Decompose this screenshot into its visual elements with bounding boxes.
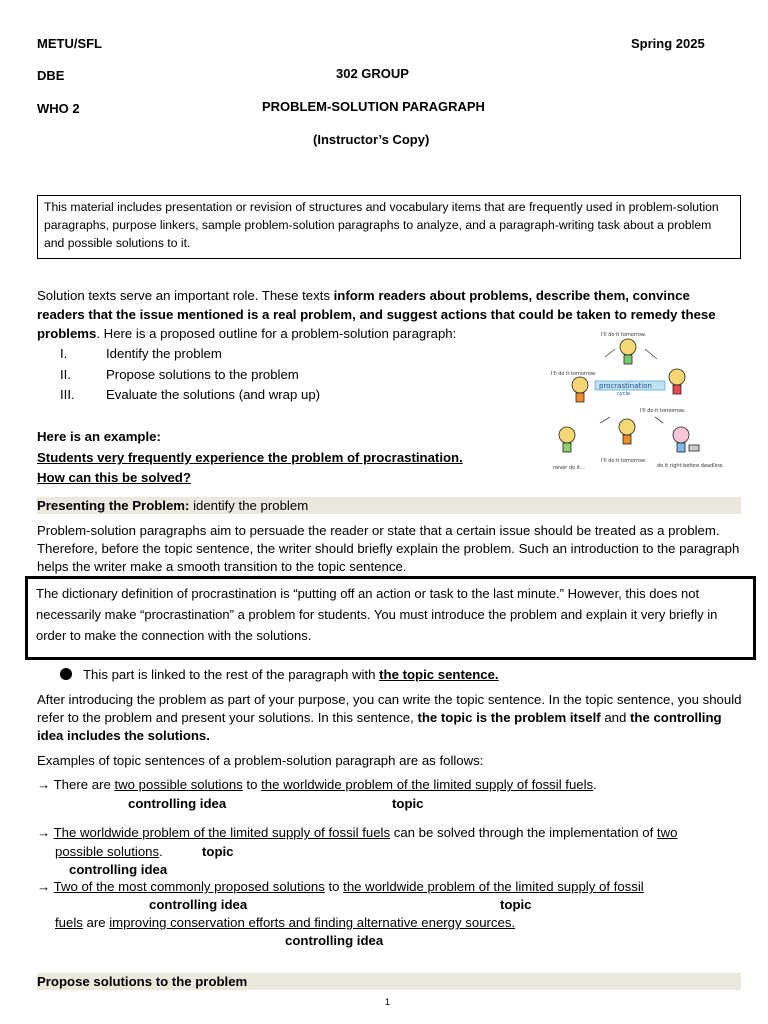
arrow-icon: → bbox=[37, 879, 51, 894]
example-sentence-3 bbox=[37, 879, 743, 894]
ex1-text-a: There are bbox=[53, 777, 115, 792]
group-label: 302 GROUP bbox=[336, 66, 409, 81]
ex3-topic-end: fuels bbox=[55, 915, 83, 930]
ex3-label-controlling-1: controlling idea bbox=[149, 897, 248, 912]
ex1-label-controlling: controlling idea bbox=[128, 796, 227, 811]
illus-left-caption: I'll do it tomorrow. bbox=[551, 371, 597, 377]
procrastination-cycle-image bbox=[545, 327, 724, 475]
propose-heading: Propose solutions to the problem bbox=[37, 973, 741, 990]
ex1-text-c: . bbox=[593, 777, 597, 792]
ex2-text-c: . bbox=[159, 844, 163, 859]
ex3-solutions: improving conservation efforts and finding alternative energy sources. bbox=[109, 915, 516, 930]
arrow-icon: → bbox=[37, 825, 51, 840]
ex2-line-2 bbox=[55, 844, 163, 859]
dept-label: DBE bbox=[37, 68, 65, 83]
topic-text-1: After introducing the problem as part of your purpose, you can write the topic sentence. In the topic sentence, you should refer to the problem and present your solutions. In this sentence, bbox=[37, 692, 742, 725]
ex3-line-2 bbox=[55, 915, 515, 930]
solution-text-bold: inform readers about problems, describe them, convince readers that the issue mentioned is a real problem, and suggest actions that could be taken to remedy these problems bbox=[37, 288, 716, 341]
illus-bottom-left-caption: never do it... bbox=[553, 465, 585, 471]
ex2-label-topic: topic bbox=[202, 844, 234, 859]
presenting-heading bbox=[37, 497, 741, 514]
arrow-icon: → bbox=[37, 777, 51, 792]
topic-text-bold-1: the topic is the problem itself bbox=[417, 710, 601, 725]
ex1-controlling-idea: two possible solutions bbox=[114, 777, 243, 792]
example-line-2: How can this be solved? bbox=[37, 470, 191, 485]
org-label: METU/SFL bbox=[37, 36, 102, 51]
bullet-text-underlined: the topic sentence. bbox=[379, 667, 499, 682]
ex3-label-topic: topic bbox=[500, 897, 532, 912]
ex2-topic: The worldwide problem of the limited supply of fossil fuels bbox=[53, 825, 391, 840]
ex1-topic: the worldwide problem of the limited supply of fossil fuels bbox=[261, 777, 594, 792]
ex2-label-controlling: controlling idea bbox=[69, 862, 168, 877]
illus-bottom-right-caption: do it right before deadline. bbox=[657, 463, 724, 469]
illus-bottom-mid-caption: I'll do it tomorrow. bbox=[601, 458, 647, 464]
ex3-label-controlling-2: controlling idea bbox=[285, 933, 384, 948]
intro-box: This material includes presentation or revision of structures and vocabulary items that are frequently used in problem-solution paragraphs, purpose linkers, sample problem-solution paragraphs to analyze, and a paragraph-writing task about a problem and possible solutions to it. bbox=[37, 195, 741, 259]
outline-item bbox=[0, 367, 540, 387]
definition-box: The dictionary definition of procrastination is “putting off an action or task to the last minute.” However, this does not necessarily make “procrastination” a problem for students. You must introduce the problem and explain it very briefly in order to make the connection with the solutions. bbox=[25, 576, 756, 660]
outline-item bbox=[0, 346, 540, 366]
example-heading: Here is an example: bbox=[37, 429, 161, 444]
presenting-heading-bold: Presenting the Problem: bbox=[37, 498, 190, 513]
topic-text-2: and bbox=[600, 710, 630, 725]
illus-center-sublabel: cycle bbox=[617, 391, 630, 397]
outline-text: Evaluate the solutions (and wrap up) bbox=[106, 387, 321, 402]
procrastination-cycle-illustration bbox=[545, 327, 724, 475]
ex2-controlling-idea-end: possible solutions bbox=[55, 844, 160, 859]
bullet-text bbox=[83, 667, 499, 682]
illus-right-caption: I'll do it tomorrow. bbox=[640, 408, 686, 414]
example-sentence-2 bbox=[37, 825, 743, 840]
outline-text: Identify the problem bbox=[106, 346, 222, 361]
page-subtitle: (Instructor’s Copy) bbox=[313, 132, 430, 147]
ex1-label-topic: topic bbox=[392, 796, 424, 811]
term-label: Spring 2025 bbox=[631, 36, 705, 51]
ex1-text-b: to bbox=[242, 777, 262, 792]
ex3-text-b: are bbox=[82, 915, 110, 930]
topic-paragraph bbox=[37, 691, 743, 745]
solution-text-1: Solution texts serve an important role. These texts bbox=[37, 288, 334, 303]
illus-center-label: procrastination bbox=[599, 382, 652, 390]
outline-number: III. bbox=[60, 387, 75, 402]
ex3-text-a: to bbox=[324, 879, 344, 894]
example-sentence-1 bbox=[37, 777, 743, 792]
presenting-heading-rest: identify the problem bbox=[189, 498, 309, 513]
examples-intro: Examples of topic sentences of a problem-solution paragraph are as follows: bbox=[37, 753, 484, 768]
ex2-controlling-idea-start: two bbox=[656, 825, 678, 840]
outline-text: Propose solutions to the problem bbox=[106, 367, 299, 382]
ex3-topic: the worldwide problem of the limited supply of fossil bbox=[343, 879, 644, 894]
presenting-text: Problem-solution paragraphs aim to persuade the reader or state that a certain issue should be treated as a problem. Therefore, before the topic sentence, the writer should briefly explain the problem. Such an introduction to the paragraph helps the writer make a smooth transition to the topic sentence. bbox=[37, 523, 740, 574]
bullet-icon bbox=[60, 668, 72, 680]
page-number: 1 bbox=[385, 997, 391, 1007]
ex3-controlling-idea: Two of the most commonly proposed solutions bbox=[53, 879, 325, 894]
solution-text-2: . Here is a proposed outline for a problem-solution paragraph: bbox=[96, 326, 457, 341]
page-title: PROBLEM-SOLUTION PARAGRAPH bbox=[262, 99, 485, 114]
outline-list bbox=[0, 346, 540, 406]
who-label: WHO 2 bbox=[37, 101, 80, 116]
example-line-1: Students very frequently experience the problem of procrastination. bbox=[37, 450, 463, 465]
ex2-text-a: can be solved through the implementation of bbox=[390, 825, 657, 840]
topic-text-bold-2: the controlling idea includes the solutions. bbox=[37, 710, 722, 743]
outline-number: I. bbox=[60, 346, 68, 361]
outline-item bbox=[0, 387, 540, 407]
outline-number: II. bbox=[60, 367, 71, 382]
bullet-text-plain: This part is linked to the rest of the paragraph with bbox=[83, 667, 380, 682]
illus-top-caption: I'll do it tomorrow. bbox=[601, 332, 647, 338]
